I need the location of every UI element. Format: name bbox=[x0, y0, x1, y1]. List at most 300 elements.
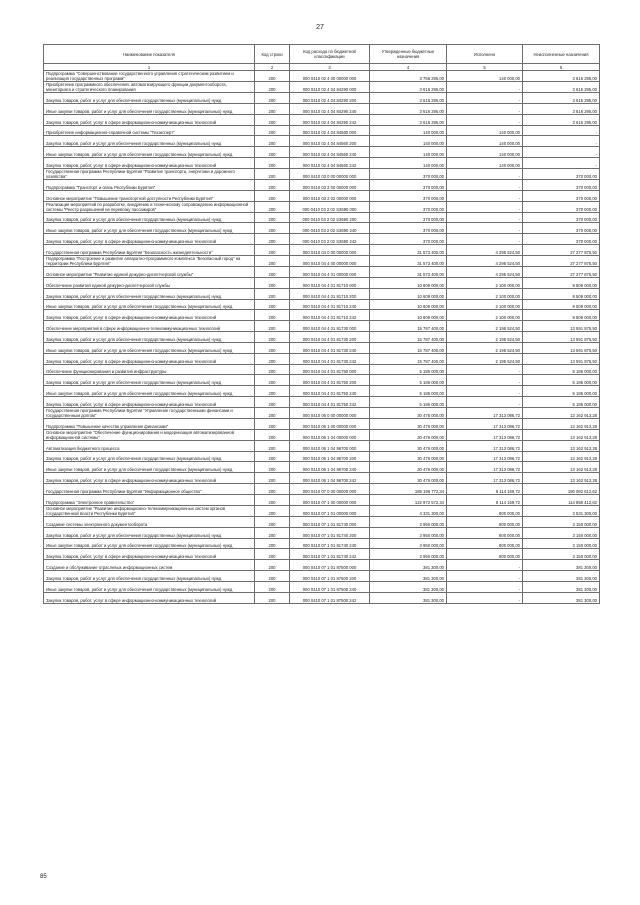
row-classification-cell: 000 0410 06 0 00 00000 000 bbox=[290, 407, 370, 418]
row-approved-cell: 122 972 572,34 bbox=[370, 495, 447, 506]
row-remaining-cell: 5 186 000,00 bbox=[523, 375, 600, 386]
row-executed-cell: 4 295 524,50 bbox=[447, 266, 523, 277]
row-classification-cell: 000 0410 04 4 01 81730 000 bbox=[290, 321, 370, 332]
row-executed-cell: 140 000,00 bbox=[447, 136, 523, 147]
table-row bbox=[44, 114, 600, 125]
row-code-cell: 200 bbox=[255, 375, 290, 386]
table-row bbox=[44, 158, 600, 169]
row-classification-cell: 000 0410 02 4 04 84290 000 bbox=[290, 82, 370, 93]
table-row bbox=[44, 245, 600, 256]
row-code-cell: 200 bbox=[255, 581, 290, 592]
table-row bbox=[44, 179, 600, 190]
row-classification-cell: 000 0410 02 4 04 84560 000 bbox=[290, 125, 370, 136]
table-row bbox=[44, 516, 600, 527]
row-code-cell: 200 bbox=[255, 495, 290, 506]
row-remaining-cell: 381 300,00 bbox=[523, 571, 600, 582]
row-remaining-cell: 27 277 875,50 bbox=[523, 266, 600, 277]
row-name-cell: Реализация мероприятий по разработке, внедрению и техническому сопровождению информационной системы "Реестр разрешений на перевозку пассажиров" bbox=[44, 201, 255, 212]
row-approved-cell: 370 000,00 bbox=[370, 190, 447, 201]
row-executed-cell: 800 000,00 bbox=[447, 516, 523, 527]
row-remaining-cell: 370 000,00 bbox=[523, 223, 600, 234]
row-classification-cell: 000 0410 06 1 04 86700 240 bbox=[290, 462, 370, 473]
row-executed-cell: - bbox=[447, 114, 523, 125]
row-classification-cell: 000 0410 07 1 01 81740 000 bbox=[290, 516, 370, 527]
row-classification-cell: 000 0410 04 4 01 81750 240 bbox=[290, 386, 370, 397]
row-approved-cell: 30 476 000,00 bbox=[370, 429, 447, 440]
row-remaining-cell: 180 082 612,62 bbox=[523, 484, 600, 495]
row-remaining-cell: - bbox=[523, 147, 600, 158]
row-approved-cell: 30 476 000,00 bbox=[370, 451, 447, 462]
row-code-cell: 200 bbox=[255, 255, 290, 266]
row-code-cell: 200 bbox=[255, 71, 290, 82]
row-executed-cell: 2 100 000,00 bbox=[447, 277, 523, 288]
row-classification-cell: 000 0410 02 4 00 00000 000 bbox=[290, 71, 370, 82]
table-row bbox=[44, 495, 600, 506]
row-classification-cell: 000 0410 03 2 02 S3690 000 bbox=[290, 201, 370, 212]
row-classification-cell: 000 0410 04 4 01 81710 200 bbox=[290, 288, 370, 299]
row-remaining-cell: 13 162 913,28 bbox=[523, 429, 600, 440]
table-row bbox=[44, 223, 600, 234]
table-row bbox=[44, 125, 600, 136]
row-approved-cell: 30 476 000,00 bbox=[370, 440, 447, 451]
table-row bbox=[44, 299, 600, 310]
index-cell: 1 bbox=[44, 64, 255, 71]
row-name-cell: Закупка товаров, работ и услуг для обеспечения государственных (муниципальных) нужд bbox=[44, 451, 255, 462]
row-code-cell: 200 bbox=[255, 277, 290, 288]
row-executed-cell: - bbox=[447, 190, 523, 201]
row-code-cell: 200 bbox=[255, 125, 290, 136]
row-code-cell: 200 bbox=[255, 386, 290, 397]
row-executed-cell: - bbox=[447, 234, 523, 245]
row-classification-cell: 000 0410 06 1 00 00000 000 bbox=[290, 418, 370, 429]
row-name-cell: Закупка товаров, работ, услуг в сфере информационно-коммуникационных технологий bbox=[44, 397, 255, 408]
row-name-cell: Создание системы электронного документооборота bbox=[44, 516, 255, 527]
row-name-cell: Закупка товаров, работ, услуг в сфере информационно-коммуникационных технологий bbox=[44, 234, 255, 245]
row-name-cell: Закупка товаров, работ, услуг в сфере информационно-коммуникационных технологий bbox=[44, 592, 255, 603]
row-executed-cell: 800 000,00 bbox=[447, 538, 523, 549]
row-remaining-cell: 370 000,00 bbox=[523, 179, 600, 190]
row-approved-cell: 370 000,00 bbox=[370, 179, 447, 190]
table-row bbox=[44, 93, 600, 104]
row-approved-cell: 5 186 000,00 bbox=[370, 375, 447, 386]
table-row bbox=[44, 255, 600, 266]
row-approved-cell: 31 573 400,00 bbox=[370, 255, 447, 266]
row-classification-cell: 000 0410 04 4 00 00000 000 bbox=[290, 255, 370, 266]
row-remaining-cell: 8 509 000,00 bbox=[523, 310, 600, 321]
header-classification: Код расхода по бюджетной классификации bbox=[290, 45, 370, 64]
row-classification-cell: 000 0410 03 2 02 S3690 242 bbox=[290, 234, 370, 245]
row-executed-cell: 17 313 086,72 bbox=[447, 440, 523, 451]
row-name-cell: Государственная программа Республики Бурятия "Развитие транспорта, энергетики и дорожного хозяйства" bbox=[44, 168, 255, 179]
table-row bbox=[44, 473, 600, 484]
row-approved-cell: 10 609 000,00 bbox=[370, 277, 447, 288]
row-remaining-cell: 13 591 875,50 bbox=[523, 321, 600, 332]
row-classification-cell: 000 0410 07 1 01 87500 240 bbox=[290, 581, 370, 592]
row-code-cell: 200 bbox=[255, 505, 290, 516]
row-name-cell: Основное мероприятие "Обеспечение функционирования и модернизация автоматизированной информационной системы" bbox=[44, 429, 255, 440]
row-executed-cell: 17 313 086,72 bbox=[447, 473, 523, 484]
row-executed-cell: - bbox=[447, 201, 523, 212]
row-classification-cell: 000 0410 02 4 04 84560 242 bbox=[290, 158, 370, 169]
row-approved-cell: 10 609 000,00 bbox=[370, 310, 447, 321]
row-approved-cell: 15 787 400,00 bbox=[370, 353, 447, 364]
row-classification-cell: 000 0410 04 4 01 81710 240 bbox=[290, 299, 370, 310]
page-number-top: 27 bbox=[316, 24, 324, 31]
table-row bbox=[44, 332, 600, 343]
table-row bbox=[44, 549, 600, 560]
row-code-cell: 200 bbox=[255, 364, 290, 375]
row-classification-cell: 000 0410 07 1 01 87500 000 bbox=[290, 560, 370, 571]
row-name-cell: Иные закупки товаров, работ и услуг для обеспечения государственных (муниципальных) нужд bbox=[44, 538, 255, 549]
row-name-cell: Закупка товаров, работ и услуг для обеспечения государственных (муниципальных) нужд bbox=[44, 136, 255, 147]
row-remaining-cell: - bbox=[523, 158, 600, 169]
row-classification-cell: 000 0410 06 1 04 86700 000 bbox=[290, 440, 370, 451]
row-remaining-cell: 5 186 000,00 bbox=[523, 386, 600, 397]
row-approved-cell: 370 000,00 bbox=[370, 168, 447, 179]
table-row bbox=[44, 201, 600, 212]
row-remaining-cell: 3 616 295,00 bbox=[523, 93, 600, 104]
row-classification-cell: 000 0410 02 4 04 84560 240 bbox=[290, 147, 370, 158]
table-row bbox=[44, 440, 600, 451]
row-name-cell: Закупка товаров, работ и услуг для обеспечения государственных (муниципальных) нужд bbox=[44, 332, 255, 343]
row-approved-cell: 10 609 000,00 bbox=[370, 299, 447, 310]
row-executed-cell: - bbox=[447, 592, 523, 603]
row-executed-cell: 17 313 086,72 bbox=[447, 418, 523, 429]
row-classification-cell: 000 0410 04 0 00 00000 000 bbox=[290, 245, 370, 256]
row-code-cell: 200 bbox=[255, 440, 290, 451]
row-name-cell: Иные закупки товаров, работ и услуг для обеспечения государственных (муниципальных) нужд bbox=[44, 147, 255, 158]
table-row bbox=[44, 364, 600, 375]
table-row bbox=[44, 560, 600, 571]
row-classification-cell: 000 0410 04 4 01 00000 000 bbox=[290, 266, 370, 277]
index-cell: 2 bbox=[255, 64, 290, 71]
row-code-cell: 200 bbox=[255, 549, 290, 560]
table-row bbox=[44, 581, 600, 592]
table-row bbox=[44, 538, 600, 549]
row-classification-cell: 000 0410 03 2 02 S3690 200 bbox=[290, 212, 370, 223]
row-code-cell: 200 bbox=[255, 168, 290, 179]
row-classification-cell: 000 0410 03 2 02 00000 000 bbox=[290, 190, 370, 201]
row-name-cell: Подпрограмма "Транспорт и связь Республики Бурятия" bbox=[44, 179, 255, 190]
row-executed-cell: 2 195 524,50 bbox=[447, 321, 523, 332]
row-approved-cell: 381 300,00 bbox=[370, 581, 447, 592]
row-code-cell: 200 bbox=[255, 473, 290, 484]
index-cell: 4 bbox=[370, 64, 447, 71]
row-remaining-cell: 5 186 000,00 bbox=[523, 364, 600, 375]
row-name-cell: Подпрограмма "Совершенствование государственного управления стратегическим развитием и реализация государственных программ" bbox=[44, 71, 255, 82]
row-code-cell: 200 bbox=[255, 114, 290, 125]
row-code-cell: 200 bbox=[255, 147, 290, 158]
table-row bbox=[44, 527, 600, 538]
row-code-cell: 200 bbox=[255, 288, 290, 299]
table-row bbox=[44, 462, 600, 473]
row-name-cell: Иные закупки товаров, работ и услуг для обеспечения государственных (муниципальных) нужд bbox=[44, 103, 255, 114]
table-row bbox=[44, 386, 600, 397]
row-name-cell: Обеспечение мероприятий в сфере информационно-телекоммуникационных технологий bbox=[44, 321, 255, 332]
row-name-cell: Иные закупки товаров, работ и услуг для обеспечения государственных (муниципальных) нужд bbox=[44, 462, 255, 473]
row-code-cell: 200 bbox=[255, 103, 290, 114]
row-approved-cell: 3 616 295,00 bbox=[370, 82, 447, 93]
row-approved-cell: 381 300,00 bbox=[370, 560, 447, 571]
row-approved-cell: 30 476 000,00 bbox=[370, 473, 447, 484]
row-remaining-cell: 381 300,00 bbox=[523, 581, 600, 592]
row-approved-cell: 15 787 400,00 bbox=[370, 342, 447, 353]
row-classification-cell: 000 0410 07 1 00 00000 000 bbox=[290, 495, 370, 506]
row-name-cell: Иные закупки товаров, работ и услуг для обеспечения государственных (муниципальных) нужд bbox=[44, 299, 255, 310]
table-row bbox=[44, 212, 600, 223]
row-executed-cell: - bbox=[447, 223, 523, 234]
table-row bbox=[44, 484, 600, 495]
row-approved-cell: 370 000,00 bbox=[370, 201, 447, 212]
row-remaining-cell: 8 509 000,00 bbox=[523, 288, 600, 299]
row-name-cell: Закупка товаров, работ, услуг в сфере информационно-коммуникационных технологий bbox=[44, 114, 255, 125]
table-row bbox=[44, 571, 600, 582]
row-code-cell: 200 bbox=[255, 571, 290, 582]
table-row bbox=[44, 136, 600, 147]
row-remaining-cell: 13 162 913,28 bbox=[523, 407, 600, 418]
table-header-row bbox=[44, 45, 600, 64]
row-code-cell: 200 bbox=[255, 158, 290, 169]
row-executed-cell: - bbox=[447, 364, 523, 375]
table-row bbox=[44, 277, 600, 288]
row-executed-cell: - bbox=[447, 93, 523, 104]
row-name-cell: Закупка товаров, работ и услуг для обеспечения государственных (муниципальных) нужд bbox=[44, 288, 255, 299]
row-name-cell: Иные закупки товаров, работ и услуг для обеспечения государственных (муниципальных) нужд bbox=[44, 386, 255, 397]
table-row bbox=[44, 321, 600, 332]
row-approved-cell: 15 787 400,00 bbox=[370, 321, 447, 332]
row-name-cell: Закупка товаров, работ, услуг в сфере информационно-коммуникационных технологий bbox=[44, 158, 255, 169]
row-approved-cell: 5 186 000,00 bbox=[370, 364, 447, 375]
row-classification-cell: 000 0410 06 1 04 00000 000 bbox=[290, 429, 370, 440]
row-executed-cell: 9 114 159,72 bbox=[447, 484, 523, 495]
row-name-cell: Основное мероприятие "Развитие информационно-телекоммуникационных систем органов государственной власти Республики Бурятия" bbox=[44, 505, 255, 516]
row-code-cell: 200 bbox=[255, 538, 290, 549]
row-code-cell: 200 bbox=[255, 560, 290, 571]
budget-execution-table bbox=[43, 44, 600, 604]
row-executed-cell: 2 100 000,00 bbox=[447, 310, 523, 321]
row-remaining-cell: 3 150 000,00 bbox=[523, 527, 600, 538]
row-remaining-cell: 381 300,00 bbox=[523, 592, 600, 603]
row-name-cell: Закупка товаров, работ и услуг для обеспечения государственных (муниципальных) нужд bbox=[44, 527, 255, 538]
row-approved-cell: 31 573 400,00 bbox=[370, 266, 447, 277]
row-classification-cell: 000 0410 04 4 01 81750 000 bbox=[290, 364, 370, 375]
row-name-cell: Приобретение программного обеспечения, автоматизирующего функции документооборота, мониторинга и стратегического планирования bbox=[44, 82, 255, 93]
row-name-cell: Закупка товаров, работ, услуг в сфере информационно-коммуникационных технологий bbox=[44, 353, 255, 364]
row-executed-cell: - bbox=[447, 168, 523, 179]
row-executed-cell: 800 000,00 bbox=[447, 505, 523, 516]
row-classification-cell: 000 0410 03 2 00 00000 000 bbox=[290, 179, 370, 190]
row-approved-cell: 3 950 000,00 bbox=[370, 549, 447, 560]
row-name-cell: Государственная программа Республики Бурятия "Безопасность жизнедеятельности" bbox=[44, 245, 255, 256]
row-remaining-cell: 370 000,00 bbox=[523, 212, 600, 223]
row-classification-cell: 000 0410 03 2 02 S3690 240 bbox=[290, 223, 370, 234]
row-approved-cell: 5 186 000,00 bbox=[370, 386, 447, 397]
row-remaining-cell: 13 162 913,28 bbox=[523, 451, 600, 462]
table-row bbox=[44, 103, 600, 114]
table-row bbox=[44, 353, 600, 364]
row-approved-cell: 3 616 295,00 bbox=[370, 93, 447, 104]
row-approved-cell: 140 000,00 bbox=[370, 136, 447, 147]
row-code-cell: 200 bbox=[255, 407, 290, 418]
row-classification-cell: 000 0410 07 1 01 81740 240 bbox=[290, 538, 370, 549]
row-classification-cell: 000 0410 04 4 01 81750 200 bbox=[290, 375, 370, 386]
row-approved-cell: 140 000,00 bbox=[370, 147, 447, 158]
row-code-cell: 200 bbox=[255, 179, 290, 190]
row-code-cell: 200 bbox=[255, 93, 290, 104]
table-index-row bbox=[44, 64, 600, 71]
row-executed-cell: 140 000,00 bbox=[447, 158, 523, 169]
row-name-cell: Закупка товаров, работ, услуг в сфере информационно-коммуникационных технологий bbox=[44, 549, 255, 560]
row-code-cell: 200 bbox=[255, 592, 290, 603]
row-approved-cell: 381 300,00 bbox=[370, 571, 447, 582]
index-cell: 6 bbox=[523, 64, 600, 71]
row-code-cell: 200 bbox=[255, 527, 290, 538]
row-executed-cell: - bbox=[447, 179, 523, 190]
row-classification-cell: 000 0410 07 1 01 87500 200 bbox=[290, 571, 370, 582]
row-remaining-cell: 370 000,00 bbox=[523, 201, 600, 212]
table-row bbox=[44, 429, 600, 440]
row-remaining-cell: 370 000,00 bbox=[523, 234, 600, 245]
row-executed-cell: 2 195 524,50 bbox=[447, 332, 523, 343]
row-code-cell: 200 bbox=[255, 397, 290, 408]
row-name-cell: Закупка товаров, работ и услуг для обеспечения государственных (муниципальных) нужд bbox=[44, 93, 255, 104]
row-approved-cell: 140 000,00 bbox=[370, 158, 447, 169]
row-executed-cell: 4 295 524,50 bbox=[447, 245, 523, 256]
row-classification-cell: 000 0410 07 1 01 87500 242 bbox=[290, 592, 370, 603]
row-name-cell: Подпрограмма "Электронное правительство" bbox=[44, 495, 255, 506]
row-executed-cell: - bbox=[447, 375, 523, 386]
row-executed-cell: 2 100 000,00 bbox=[447, 299, 523, 310]
table-row bbox=[44, 407, 600, 418]
row-classification-cell: 000 0410 02 4 04 84560 200 bbox=[290, 136, 370, 147]
row-executed-cell: - bbox=[447, 82, 523, 93]
row-approved-cell: 381 300,00 bbox=[370, 592, 447, 603]
table-row bbox=[44, 310, 600, 321]
row-name-cell: Приобретение информационно-справочной системы "Техэксперт" bbox=[44, 125, 255, 136]
row-code-cell: 200 bbox=[255, 223, 290, 234]
table-row bbox=[44, 147, 600, 158]
row-approved-cell: 4 331 300,00 bbox=[370, 505, 447, 516]
row-remaining-cell: - bbox=[523, 136, 600, 147]
row-approved-cell: 3 616 295,00 bbox=[370, 114, 447, 125]
row-name-cell: Закупка товаров, работ и услуг для обеспечения государственных (муниципальных) нужд bbox=[44, 212, 255, 223]
row-approved-cell: 30 476 000,00 bbox=[370, 462, 447, 473]
row-name-cell: Иные закупки товаров, работ и услуг для обеспечения государственных (муниципальных) нужд bbox=[44, 342, 255, 353]
row-approved-cell: 3 616 295,00 bbox=[370, 103, 447, 114]
row-executed-cell: 17 313 086,72 bbox=[447, 462, 523, 473]
row-remaining-cell: 381 300,00 bbox=[523, 560, 600, 571]
header-executed: Исполнено bbox=[447, 45, 523, 64]
row-remaining-cell: 13 162 913,28 bbox=[523, 462, 600, 473]
row-executed-cell: 2 100 000,00 bbox=[447, 288, 523, 299]
row-code-cell: 200 bbox=[255, 234, 290, 245]
row-remaining-cell: 13 591 875,50 bbox=[523, 332, 600, 343]
row-approved-cell: 15 787 400,00 bbox=[370, 332, 447, 343]
row-name-cell: Основное мероприятие "Повышение транспортной доступности Республики Бурятия" bbox=[44, 190, 255, 201]
table-row bbox=[44, 234, 600, 245]
row-code-cell: 200 bbox=[255, 353, 290, 364]
row-approved-cell: 370 000,00 bbox=[370, 223, 447, 234]
table-row bbox=[44, 266, 600, 277]
row-remaining-cell: 3 616 295,00 bbox=[523, 114, 600, 125]
row-executed-cell: 140 000,00 bbox=[447, 125, 523, 136]
row-code-cell: 200 bbox=[255, 516, 290, 527]
row-code-cell: 200 bbox=[255, 299, 290, 310]
row-remaining-cell: 27 277 875,50 bbox=[523, 245, 600, 256]
table-row bbox=[44, 82, 600, 93]
table-body bbox=[44, 71, 600, 604]
row-approved-cell: 5 186 000,00 bbox=[370, 397, 447, 408]
row-code-cell: 200 bbox=[255, 201, 290, 212]
row-code-cell: 200 bbox=[255, 429, 290, 440]
row-classification-cell: 000 0410 07 1 01 00000 000 bbox=[290, 505, 370, 516]
row-executed-cell: 2 195 524,50 bbox=[447, 342, 523, 353]
row-classification-cell: 000 0410 04 4 01 81730 240 bbox=[290, 342, 370, 353]
row-approved-cell: 3 950 000,00 bbox=[370, 538, 447, 549]
table-row bbox=[44, 451, 600, 462]
row-executed-cell: 17 313 086,72 bbox=[447, 429, 523, 440]
row-classification-cell: 000 0410 06 1 04 86700 200 bbox=[290, 451, 370, 462]
row-executed-cell: 140 000,00 bbox=[447, 147, 523, 158]
row-classification-cell: 000 0410 04 4 01 81710 242 bbox=[290, 310, 370, 321]
row-code-cell: 200 bbox=[255, 310, 290, 321]
header-approved: Утвержденные бюджетные назначения bbox=[370, 45, 447, 64]
row-executed-cell: 17 313 086,72 bbox=[447, 407, 523, 418]
row-remaining-cell: 13 591 875,50 bbox=[523, 353, 600, 364]
row-approved-cell: 3 950 000,00 bbox=[370, 516, 447, 527]
row-name-cell: Закупка товаров, работ, услуг в сфере информационно-коммуникационных технологий bbox=[44, 473, 255, 484]
table-row bbox=[44, 418, 600, 429]
row-remaining-cell: 27 277 875,50 bbox=[523, 255, 600, 266]
row-approved-cell: 370 000,00 bbox=[370, 234, 447, 245]
row-remaining-cell: 13 591 875,50 bbox=[523, 342, 600, 353]
row-name-cell: Закупка товаров, работ, услуг в сфере информационно-коммуникационных технологий bbox=[44, 310, 255, 321]
table-row bbox=[44, 190, 600, 201]
table-row bbox=[44, 397, 600, 408]
row-approved-cell: 30 476 000,00 bbox=[370, 407, 447, 418]
table-row bbox=[44, 71, 600, 82]
row-executed-cell: 2 195 524,50 bbox=[447, 353, 523, 364]
row-code-cell: 200 bbox=[255, 418, 290, 429]
row-executed-cell: - bbox=[447, 581, 523, 592]
row-executed-cell: - bbox=[447, 386, 523, 397]
row-remaining-cell: 114 858 412,62 bbox=[523, 495, 600, 506]
row-executed-cell: 17 313 086,72 bbox=[447, 451, 523, 462]
row-approved-cell: 189 196 772,34 bbox=[370, 484, 447, 495]
row-remaining-cell: 3 616 295,00 bbox=[523, 71, 600, 82]
row-remaining-cell: 3 531 300,00 bbox=[523, 505, 600, 516]
row-remaining-cell: - bbox=[523, 125, 600, 136]
table-row bbox=[44, 505, 600, 516]
row-code-cell: 200 bbox=[255, 136, 290, 147]
row-remaining-cell: 13 162 913,28 bbox=[523, 473, 600, 484]
row-code-cell: 200 bbox=[255, 266, 290, 277]
row-remaining-cell: 3 616 295,00 bbox=[523, 103, 600, 114]
row-code-cell: 200 bbox=[255, 484, 290, 495]
row-remaining-cell: 8 509 000,00 bbox=[523, 277, 600, 288]
row-code-cell: 200 bbox=[255, 245, 290, 256]
table-row bbox=[44, 342, 600, 353]
row-code-cell: 200 bbox=[255, 212, 290, 223]
row-name-cell: Подпрограмма "Повышение качества управления финансами" bbox=[44, 418, 255, 429]
row-name-cell: Иные закупки товаров, работ и услуг для обеспечения государственных (муниципальных) нужд bbox=[44, 223, 255, 234]
row-classification-cell: 000 0410 04 4 01 81730 242 bbox=[290, 353, 370, 364]
row-name-cell: Обеспечение функционирования и развития инфраструктуры bbox=[44, 364, 255, 375]
row-executed-cell: - bbox=[447, 397, 523, 408]
row-approved-cell: 3 950 000,00 bbox=[370, 527, 447, 538]
row-executed-cell: 800 000,00 bbox=[447, 549, 523, 560]
row-name-cell: Основное мероприятие "Развитие единой дежурно-диспетчерской службы" bbox=[44, 266, 255, 277]
